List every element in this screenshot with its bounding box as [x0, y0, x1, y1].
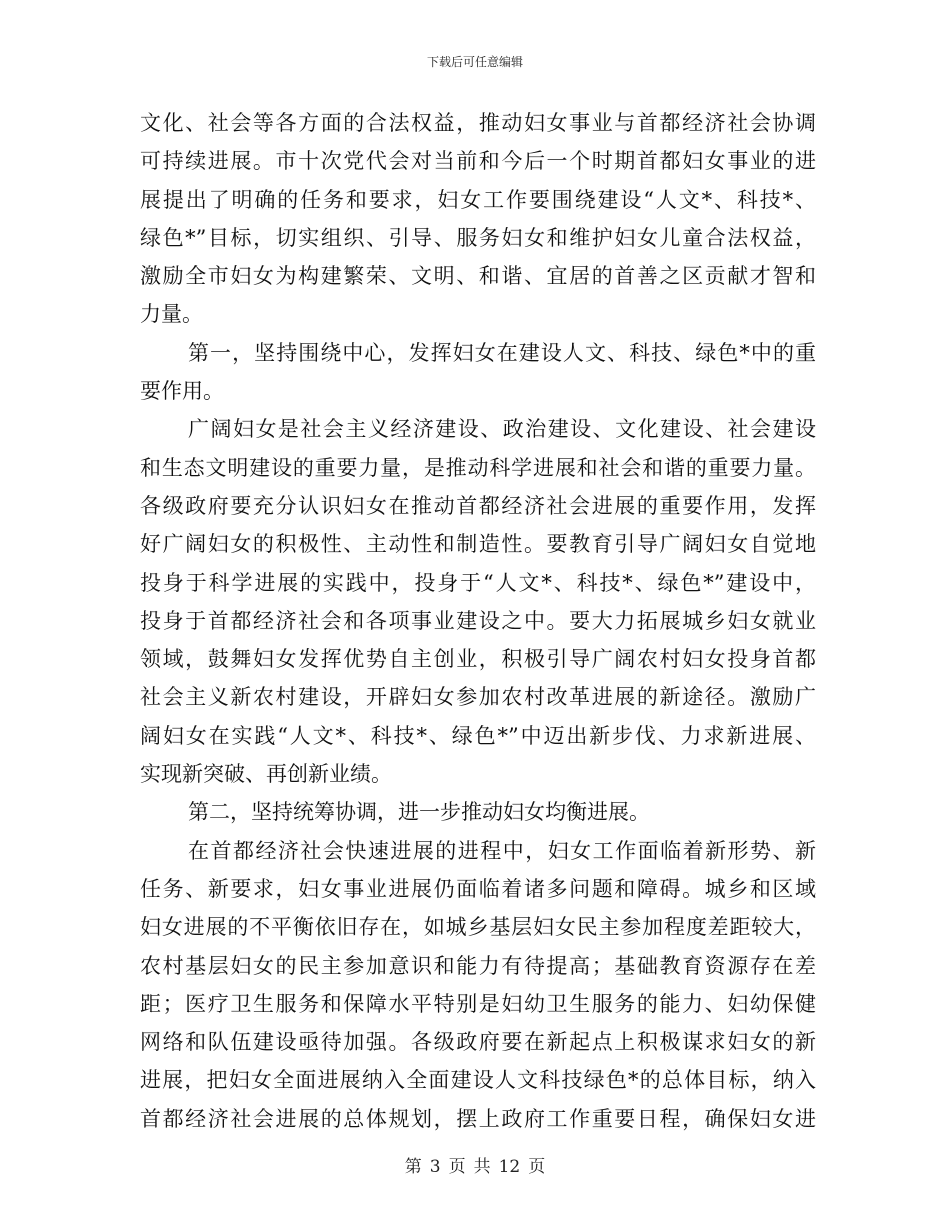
text-line: 距；医疗卫生服务和保障水平特别是妇幼卫生服务的能力、妇幼保健: [140, 991, 816, 1016]
text-line: 投身于首都经济社会和各项事业建设之中。要大力拓展城乡妇女就业: [140, 608, 816, 633]
body-text: [140, 104, 816, 1138]
text-line: 网络和队伍建设亟待加强。各级政府要在新起点上积极谋求妇女的新: [140, 1030, 816, 1055]
text-line: 任务、新要求，妇女事业进展仍面临着诸多问题和障碍。城乡和区域: [140, 876, 816, 901]
page-header: 下载后可任意编辑: [426, 55, 523, 69]
text-line: 展提出了明确的任务和要求，妇女工作要围绕建设“人文*、科技*、: [140, 187, 816, 212]
text-line: 和生态文明建设的重要力量，是推动科学进展和社会和谐的重要力量。: [140, 455, 816, 480]
text-line: 农村基层妇女的民主参加意识和能力有待提高；基础教育资源存在差: [140, 953, 816, 978]
text-line: 激励全市妇女为构建繁荣、文明、和谐、宜居的首善之区贡献才智和: [140, 264, 816, 289]
page-number: 3: [429, 1157, 441, 1177]
text-line: 绿色*”目标，切实组织、引导、服务妇女和维护妇女儿童合法权益，: [140, 225, 816, 250]
text-line: 阔妇女在实践“人文*、科技*、绿色*”中迈出新步伐、力求新进展、: [140, 723, 816, 748]
footer-total-label: 共: [473, 1157, 491, 1177]
text-line: 各级政府要充分认识妇女在推动首都经济社会进展的重要作用，发挥: [140, 493, 816, 518]
text-line: 投身于科学进展的实践中，投身于“人文*、科技*、绿色*”建设中，: [140, 570, 816, 595]
footer-prefix: 第: [404, 1157, 422, 1177]
paragraph-start: 在首都经济社会快速进展的进程中，妇女工作面临着新形势、新: [188, 838, 816, 863]
page-footer: [0, 1152, 950, 1177]
text-line: 可持续进展。市十次党代会对当前和今后一个时期首都妇女事业的进: [140, 149, 816, 174]
text-line: 进展，把妇女全面进展纳入全面建设人文科技绿色*的总体目标，纳入: [140, 1068, 816, 1093]
text-line: 社会主义新农村建设，开辟妇女参加农村改革进展的新途径。激励广: [140, 685, 816, 710]
text-line: 妇女进展的不平衡依旧存在，如城乡基层妇女民主参加程度差距较大，: [140, 915, 816, 940]
text-line: 力量。: [140, 302, 203, 327]
paragraph-start: 广阔妇女是社会主义经济建设、政治建设、文化建设、社会建设: [188, 417, 816, 442]
text-line: 领域，鼓舞妇女发挥优势自主创业，积极引导广阔农村妇女投身首都: [140, 647, 816, 672]
text-line: 文化、社会等各方面的合法权益，推动妇女事业与首都经济社会协调: [140, 111, 816, 135]
section-heading-1: 第一，坚持围绕中心，发挥妇女在建设人文、科技、绿色*中的重: [188, 340, 816, 365]
text-line: 首都经济社会进展的总体规划，摆上政府工作重要日程，确保妇女进: [140, 1106, 816, 1131]
text-line: 实现新突破、再创新业绩。: [140, 762, 392, 787]
total-pages: 12: [498, 1157, 521, 1177]
text-line: 好广阔妇女的积极性、主动性和制造性。要教育引导广阔妇女自觉地: [140, 532, 816, 557]
footer-page-label: 页: [448, 1157, 466, 1177]
text-line: 要作用。: [140, 379, 224, 404]
section-heading-2: 第二，坚持统筹协调，进一步推动妇女均衡进展。: [188, 800, 650, 825]
footer-suffix: 页: [528, 1157, 546, 1177]
